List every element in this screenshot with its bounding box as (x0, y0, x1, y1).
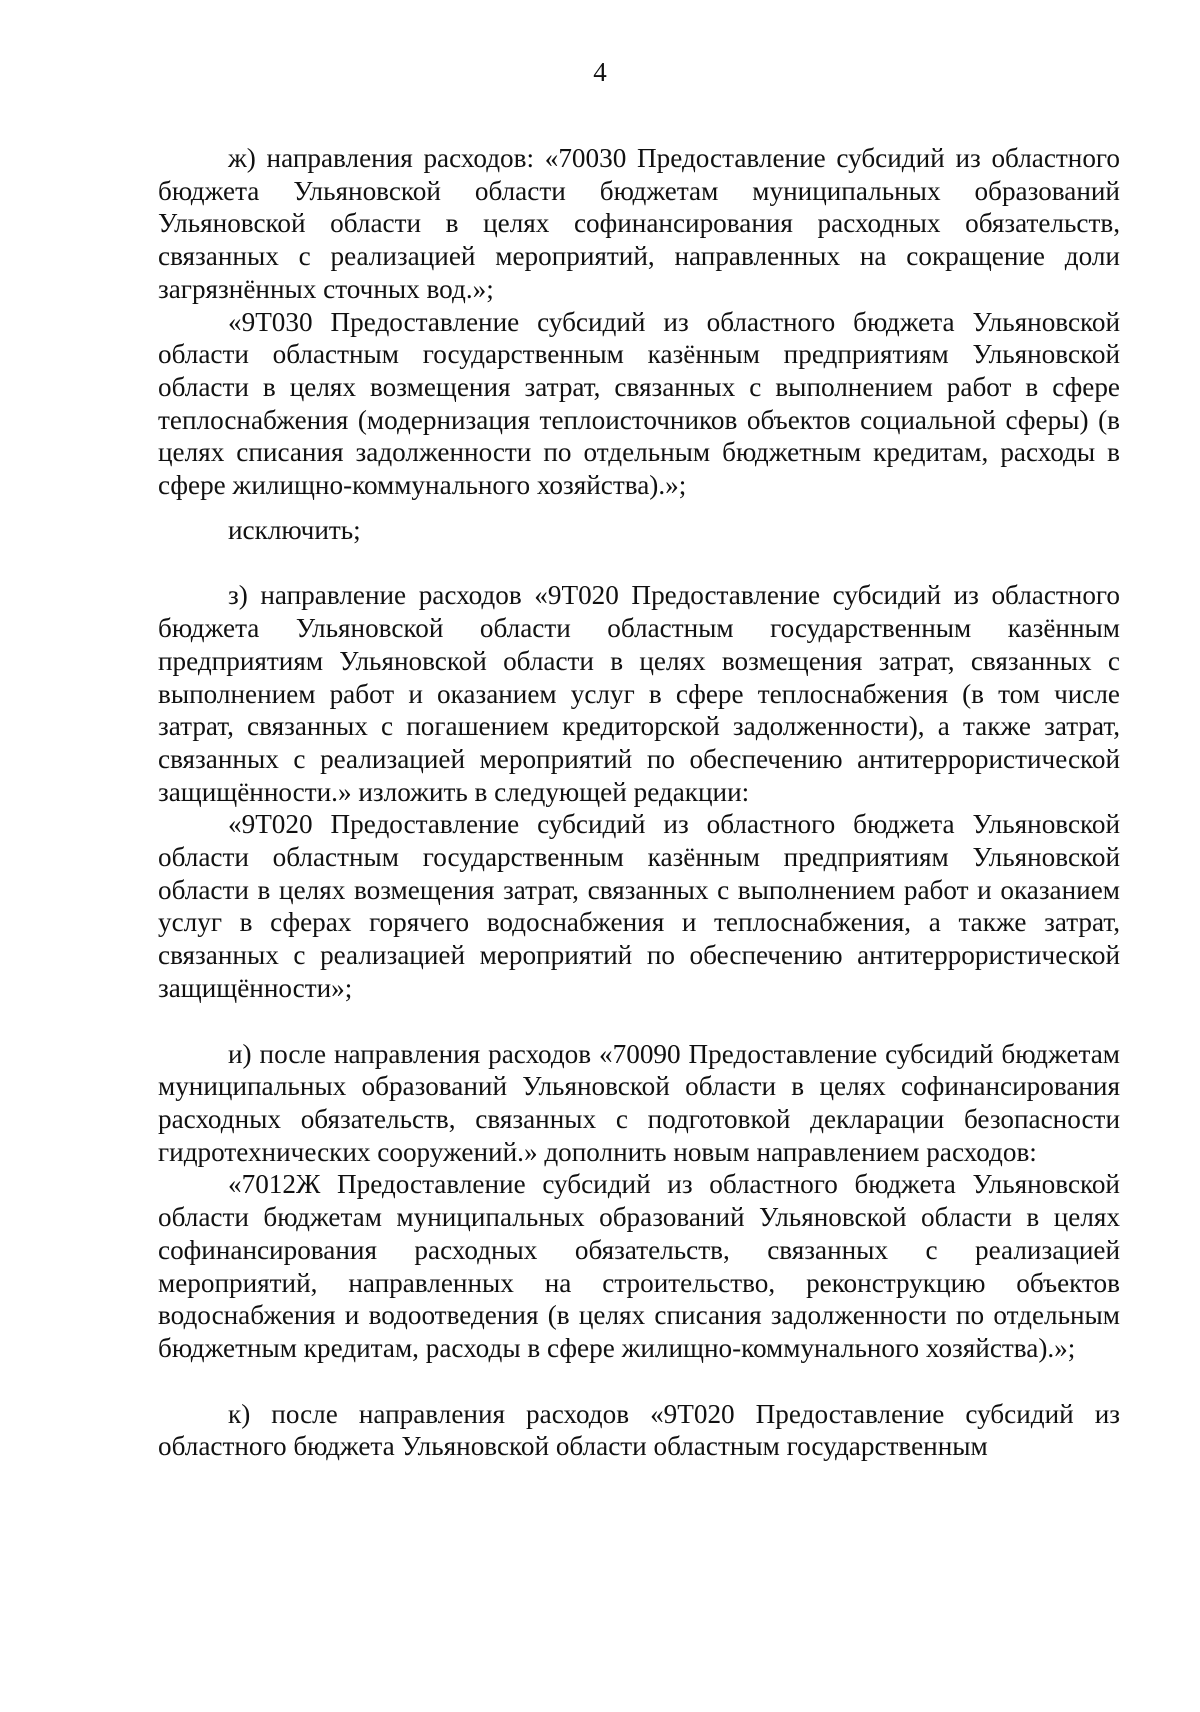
paragraph-zh: ж) направления расходов: «70030 Предоставление субсидий из областного бюджета Ульяновской области бюджетам муниципальных образований Ульяновской области в целях софинансирования расходных обязательств, связанных с реализацией мероприятий, направленных на сокращение доли загрязнённых сточных вод.»; (158, 143, 1120, 304)
paragraph-k: к) после направления расходов «9Т020 Предоставление субсидий из областного бюджета Ульяновской области областным государственным (158, 1398, 1120, 1462)
paragraph-7012zh: «7012Ж Предоставление субсидий из областного бюджета Ульяновской области бюджетам муниципальных образований Ульяновской области в целях софинансирования расходных обязательств, связанных с реализацией мероприятий, направленных на строительство, реконструкцию объектов водоснабжения и водоотведения (в целях списания задолженности по отдельным бюджетным кредитам, расходы в сфере жилищно-коммунального хозяйства).»; (158, 1169, 1120, 1363)
paragraph-z: з) направление расходов «9Т020 Предоставление субсидий из областного бюджета Ульяновской области областным государственным казённым предприятиям Ульяновской области в целях возмещения затрат, связанных с выполнением работ и оказанием услуг в сфере теплоснабжения (в том числе затрат, связанных с погашением кредиторской задолженности), а также затрат, связанных с реализацией мероприятий по обеспечению антитеррористической защищённости.» изложить в следующей редакции: (158, 580, 1120, 807)
document-body (158, 142, 1120, 1463)
paragraph-i: и) после направления расходов «70090 Предоставление субсидий бюджетам муниципальных образований Ульяновской области в целях софинансирования расходных обязательств, связанных с подготовкой декларации безопасности гидротехнических сооружений.» дополнить новым направлением расходов: (158, 1038, 1120, 1167)
paragraph-9t030: «9Т030 Предоставление субсидий из областного бюджета Ульяновской области областным государственным казённым предприятиям Ульяновской области в целях возмещения затрат, связанных с выполнением работ в сфере теплоснабжения (модернизация теплоисточников объектов социальной сферы) (в целях списания задолженности по отдельным бюджетным кредитам, расходы в сфере жилищно-коммунального хозяйства).»; (158, 306, 1120, 501)
paragraph-9t020-new: «9Т020 Предоставление субсидий из областного бюджета Ульяновской области областным государственным казённым предприятиям Ульяновской области в целях возмещения затрат, связанных с выполнением работ и оказанием услуг в сферах горячего водоснабжения и теплоснабжения, а также затрат, связанных с реализацией мероприятий по обеспечению антитеррористической защищённости»; (158, 809, 1120, 1003)
paragraph-exclude: исключить; (228, 514, 361, 545)
page-number: 4 (593, 57, 607, 87)
